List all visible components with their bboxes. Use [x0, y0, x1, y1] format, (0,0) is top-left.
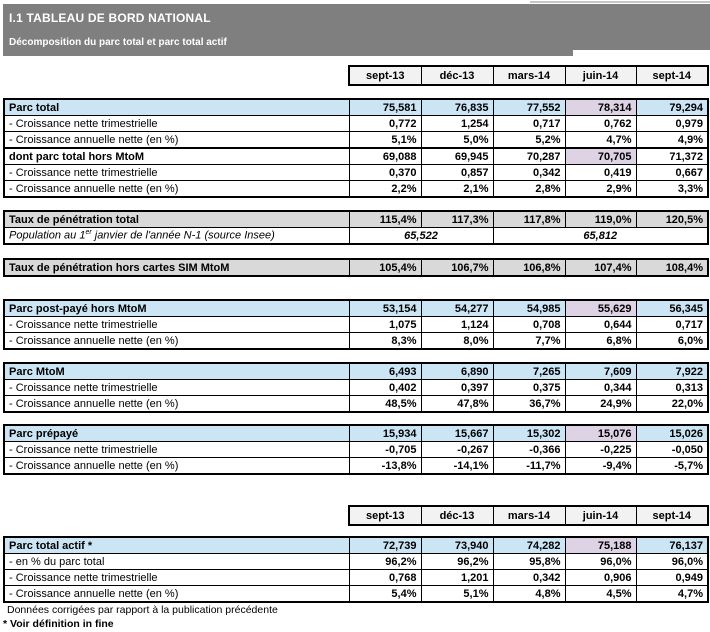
value-cell: 54,277 — [421, 300, 493, 317]
value-cell: 22,0% — [636, 396, 708, 413]
value-cell: 4,8% — [493, 586, 565, 603]
value-cell: 0,342 — [493, 165, 565, 181]
value-cell: 74,282 — [493, 537, 565, 554]
value-cell: 5,1% — [421, 586, 493, 603]
table-row — [4, 132, 708, 149]
period-header-row — [349, 66, 708, 85]
banner-notch — [573, 50, 710, 56]
value-cell: 0,717 — [493, 116, 565, 132]
value-cell: 4,7% — [636, 586, 708, 603]
value-cell: 0,857 — [421, 165, 493, 181]
value-cell: 0,644 — [565, 317, 636, 333]
column-header: déc-13 — [421, 66, 493, 85]
period-header-bottom — [348, 505, 709, 526]
value-cell: 70,705 — [565, 148, 636, 165]
value-cell: 6,0% — [636, 333, 708, 350]
value-cell: 54,985 — [493, 300, 565, 317]
table-row — [4, 554, 708, 570]
value-cell: 6,493 — [349, 363, 421, 380]
value-cell: -5,7% — [636, 458, 708, 475]
column-header: juin-14 — [565, 506, 636, 525]
value-cell: 75,188 — [565, 537, 636, 554]
value-cell: 117,3% — [421, 211, 493, 228]
row-label: dont parc total hors MtoM — [4, 148, 349, 165]
table-row — [4, 380, 708, 396]
value-cell: 7,7% — [493, 333, 565, 350]
value-cell: -0,267 — [421, 442, 493, 458]
table-row — [4, 317, 708, 333]
value-cell: 119,0% — [565, 211, 636, 228]
value-cell: 70,287 — [493, 148, 565, 165]
value-cell: 4,5% — [565, 586, 636, 603]
value-cell: 15,667 — [421, 425, 493, 442]
value-cell: 48,5% — [349, 396, 421, 413]
value-cell: -0,705 — [349, 442, 421, 458]
value-cell: 105,4% — [349, 259, 421, 276]
value-cell: 73,940 — [421, 537, 493, 554]
population-value: 65,522 — [349, 228, 493, 245]
column-header: sept-13 — [349, 506, 421, 525]
value-cell: 0,772 — [349, 116, 421, 132]
taux-penetration-total-block — [3, 210, 709, 245]
definition-footnote: * Voir définition in fine — [3, 618, 114, 630]
table-row — [4, 586, 708, 603]
value-cell: 1,075 — [349, 317, 421, 333]
value-cell: -14,1% — [421, 458, 493, 475]
value-cell: 56,345 — [636, 300, 708, 317]
row-label: - Croissance nette trimestrielle — [4, 442, 349, 458]
row-label: Parc total — [4, 99, 349, 116]
value-cell: 75,581 — [349, 99, 421, 116]
table-row — [4, 211, 708, 228]
value-cell: 5,1% — [349, 132, 421, 149]
value-cell: 0,708 — [493, 317, 565, 333]
row-label: - Croissance nette trimestrielle — [4, 116, 349, 132]
table-row — [4, 181, 708, 198]
value-cell: 0,344 — [565, 380, 636, 396]
value-cell: 96,0% — [565, 554, 636, 570]
value-cell: -9,4% — [565, 458, 636, 475]
row-label: Taux de pénétration hors cartes SIM MtoM — [4, 259, 349, 276]
value-cell: 72,739 — [349, 537, 421, 554]
value-cell: 4,9% — [636, 132, 708, 149]
table-row — [4, 363, 708, 380]
column-header: sept-14 — [636, 506, 708, 525]
value-cell: 96,2% — [349, 554, 421, 570]
value-cell: 0,313 — [636, 380, 708, 396]
row-label: Population au 1er janvier de l'année N-1 (source Insee) — [4, 228, 349, 245]
row-label: - Croissance nette trimestrielle — [4, 165, 349, 181]
value-cell: 0,370 — [349, 165, 421, 181]
row-label: Parc MtoM — [4, 363, 349, 380]
value-cell: 5,4% — [349, 586, 421, 603]
value-cell: 2,8% — [493, 181, 565, 198]
taux-penetration-hors-mtom-block — [3, 258, 709, 277]
value-cell: 96,0% — [636, 554, 708, 570]
value-cell: 96,2% — [421, 554, 493, 570]
value-cell: 0,419 — [565, 165, 636, 181]
population-value: 65,812 — [493, 228, 708, 245]
value-cell: 7,265 — [493, 363, 565, 380]
value-cell: 6,8% — [565, 333, 636, 350]
table-row — [4, 570, 708, 586]
row-label: - Croissance nette trimestrielle — [4, 317, 349, 333]
page-title: I.1 TABLEAU DE BORD NATIONAL — [9, 11, 211, 25]
column-header: sept-14 — [636, 66, 708, 85]
value-cell: 69,088 — [349, 148, 421, 165]
value-cell: 95,8% — [493, 554, 565, 570]
column-header: sept-13 — [349, 66, 421, 85]
value-cell: 3,3% — [636, 181, 708, 198]
value-cell: 53,154 — [349, 300, 421, 317]
value-cell: 69,945 — [421, 148, 493, 165]
value-cell: 0,949 — [636, 570, 708, 586]
value-cell: 0,342 — [493, 570, 565, 586]
page-subtitle: Décomposition du parc total et parc total actif — [9, 37, 227, 48]
value-cell: 2,1% — [421, 181, 493, 198]
value-cell: 6,890 — [421, 363, 493, 380]
value-cell: 36,7% — [493, 396, 565, 413]
table-row — [4, 537, 708, 554]
value-cell: 5,2% — [493, 132, 565, 149]
row-label: Taux de pénétration total — [4, 211, 349, 228]
value-cell: 7,922 — [636, 363, 708, 380]
value-cell: 0,768 — [349, 570, 421, 586]
value-cell: 5,0% — [421, 132, 493, 149]
row-label: - Croissance annuelle nette (en %) — [4, 586, 349, 603]
column-header: mars-14 — [493, 506, 565, 525]
value-cell: 47,8% — [421, 396, 493, 413]
row-label: - Croissance annuelle nette (en %) — [4, 333, 349, 350]
value-cell: 0,979 — [636, 116, 708, 132]
title-banner — [3, 4, 710, 56]
value-cell: 1,124 — [421, 317, 493, 333]
value-cell: 107,4% — [565, 259, 636, 276]
row-label: - Croissance annuelle nette (en %) — [4, 458, 349, 475]
value-cell: 79,294 — [636, 99, 708, 116]
table-row — [4, 228, 708, 245]
value-cell: 8,3% — [349, 333, 421, 350]
corrected-data-legend: Données corrigées par rapport à la publication précédente — [7, 604, 278, 616]
parc-total-block — [3, 98, 709, 198]
value-cell: -0,225 — [565, 442, 636, 458]
row-label: - Croissance annuelle nette (en %) — [4, 181, 349, 198]
period-header-top — [348, 65, 709, 86]
value-cell: -0,050 — [636, 442, 708, 458]
value-cell: 24,9% — [565, 396, 636, 413]
value-cell: -11,7% — [493, 458, 565, 475]
value-cell: 71,372 — [636, 148, 708, 165]
row-label: Parc total actif * — [4, 537, 349, 554]
value-cell: 0,717 — [636, 317, 708, 333]
table-row — [4, 116, 708, 132]
column-header: déc-13 — [421, 506, 493, 525]
banner-top-rule — [530, 1, 710, 3]
row-label: - en % du parc total — [4, 554, 349, 570]
table-row — [4, 333, 708, 350]
value-cell: 15,026 — [636, 425, 708, 442]
value-cell: 106,7% — [421, 259, 493, 276]
table-row — [4, 425, 708, 442]
value-cell: 78,314 — [565, 99, 636, 116]
table-row — [4, 458, 708, 475]
parc-total-actif-block — [3, 536, 709, 603]
value-cell: 15,934 — [349, 425, 421, 442]
value-cell: 77,552 — [493, 99, 565, 116]
value-cell: 55,629 — [565, 300, 636, 317]
value-cell: -13,8% — [349, 458, 421, 475]
value-cell: 15,302 — [493, 425, 565, 442]
value-cell: 76,137 — [636, 537, 708, 554]
period-header-row — [349, 506, 708, 525]
table-row — [4, 165, 708, 181]
row-label: - Croissance annuelle nette (en %) — [4, 396, 349, 413]
value-cell: 115,4% — [349, 211, 421, 228]
row-label: - Croissance nette trimestrielle — [4, 380, 349, 396]
value-cell: 120,5% — [636, 211, 708, 228]
value-cell: 8,0% — [421, 333, 493, 350]
row-label: - Croissance nette trimestrielle — [4, 570, 349, 586]
parc-mtom-block — [3, 362, 709, 413]
value-cell: 2,2% — [349, 181, 421, 198]
row-label: Parc prépayé — [4, 425, 349, 442]
parc-postpaye-block — [3, 299, 709, 350]
value-cell: 0,375 — [493, 380, 565, 396]
value-cell: -0,366 — [493, 442, 565, 458]
value-cell: 106,8% — [493, 259, 565, 276]
parc-prepaye-block — [3, 424, 709, 475]
value-cell: 108,4% — [636, 259, 708, 276]
value-cell: 15,076 — [565, 425, 636, 442]
value-cell: 2,9% — [565, 181, 636, 198]
value-cell: 1,201 — [421, 570, 493, 586]
value-cell: 76,835 — [421, 99, 493, 116]
table-row — [4, 99, 708, 116]
row-label: - Croissance annuelle nette (en %) — [4, 132, 349, 149]
value-cell: 117,8% — [493, 211, 565, 228]
column-header: mars-14 — [493, 66, 565, 85]
table-row — [4, 259, 708, 276]
value-cell: 1,254 — [421, 116, 493, 132]
table-row — [4, 442, 708, 458]
value-cell: 7,609 — [565, 363, 636, 380]
column-header: juin-14 — [565, 66, 636, 85]
value-cell: 0,906 — [565, 570, 636, 586]
table-row — [4, 148, 708, 165]
value-cell: 4,7% — [565, 132, 636, 149]
table-row — [4, 396, 708, 413]
value-cell: 0,397 — [421, 380, 493, 396]
table-row — [4, 300, 708, 317]
value-cell: 0,762 — [565, 116, 636, 132]
value-cell: 0,402 — [349, 380, 421, 396]
row-label: Parc post-payé hors MtoM — [4, 300, 349, 317]
value-cell: 0,667 — [636, 165, 708, 181]
